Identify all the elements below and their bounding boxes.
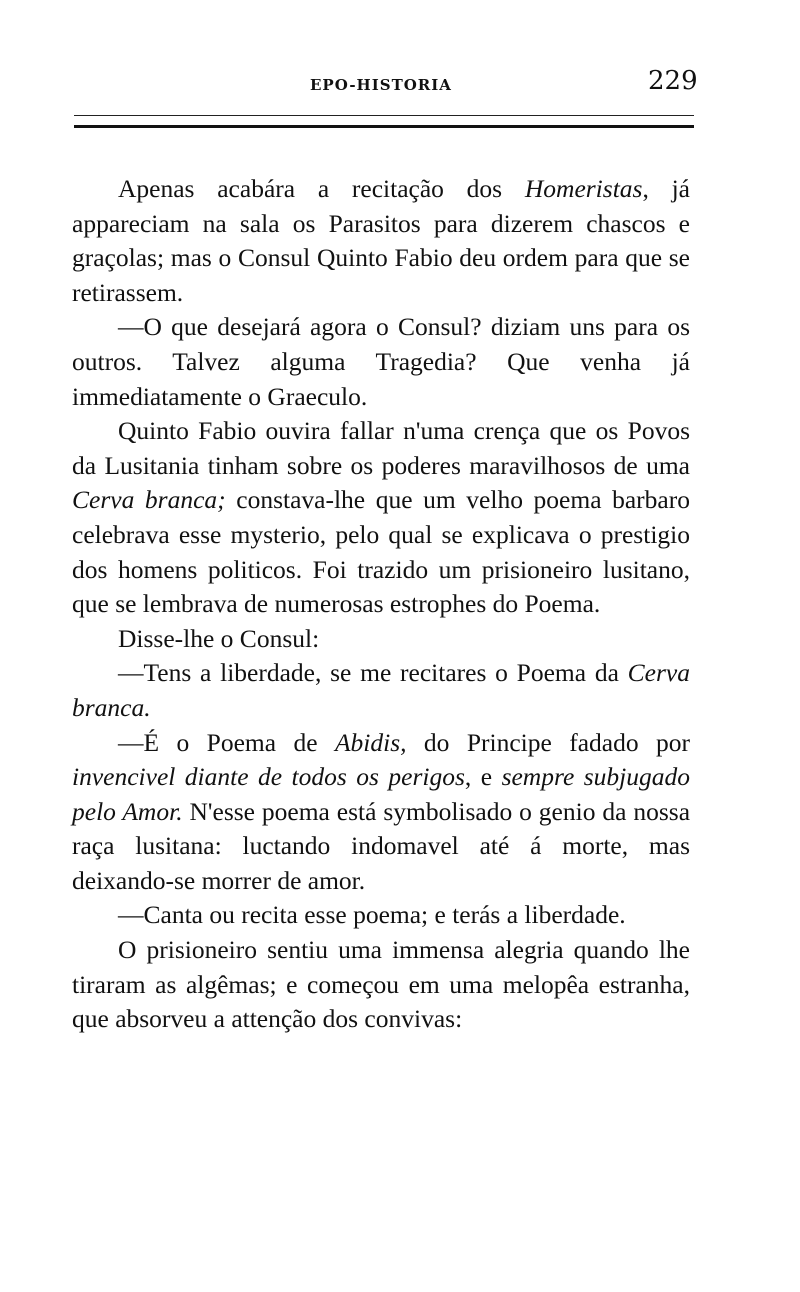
text-run: do Principe fadado por — [406, 727, 690, 757]
text-run: Apenas acabára a recitação dos — [118, 174, 525, 203]
paragraph — [72, 898, 690, 933]
text-run-italic: invencivel diante de todos os perigos — [72, 762, 465, 792]
text-run: , já appareciam na sala os Parasitos para dizerem chascos e graçolas; mas o Consul Quinto Fabio deu ordem para que se retirassem. — [72, 174, 690, 307]
paragraph — [72, 414, 690, 622]
paragraph — [72, 656, 690, 725]
text-run-italic: Homeristas — [524, 174, 643, 203]
paragraph — [72, 933, 690, 1037]
body-text — [72, 172, 690, 1037]
text-run: —Canta ou recita esse poema; e terás a liberdade. — [118, 900, 626, 930]
header-rule-thick — [74, 125, 694, 128]
running-title: EPO-HISTORIA — [310, 76, 452, 94]
text-run: N'esse poema está symbolisado o genio da nossa raça lusitana: luctando indomavel até á morte, mas deixando-se morrer de amor. — [72, 796, 691, 895]
header-rule-thin — [74, 115, 694, 116]
paragraph — [72, 172, 690, 310]
text-run: O prisioneiro sentiu uma immensa alegria quando lhe tiraram as algêmas; e começou em uma melopêa estranha, que absorveu a attenção dos convivas: — [72, 935, 690, 1034]
text-run: —O que desejará agora o Consul? diziam uns para os outros. Talvez alguma Tragedia? Que venha já immediatamente o Graeculo. — [72, 312, 690, 411]
text-run: constava-lhe que um velho poema barbaro celebrava esse mysterio, pelo qual se explicava o prestigio dos homens politicos. Foi trazido um prisioneiro lusitano, que se lembrava de numerosas estrophes do Poema. — [72, 485, 690, 619]
paragraph — [72, 622, 690, 657]
text-run-italic: Cerva branca. — [72, 658, 690, 722]
text-run: —Tens a liberdade, se me recitares o Poema da — [118, 658, 628, 688]
text-run-italic: Abidis, — [334, 727, 407, 757]
running-header — [0, 64, 800, 104]
text-run: , e — [464, 762, 502, 792]
text-run-italic: Cerva branca; — [72, 485, 226, 515]
text-run: —É o Poema de — [118, 727, 335, 757]
paragraph — [72, 726, 690, 899]
paragraph — [72, 310, 690, 414]
page-number: 229 — [648, 66, 698, 96]
text-run: Quinto Fabio ouvira fallar n'uma crença que os Povos da Lusitania tinham sobre os poderes maravilhosos de uma — [72, 416, 690, 480]
text-run: Disse-lhe o Consul: — [118, 623, 320, 653]
text-run-italic: sempre subjugado pelo Amor. — [72, 762, 690, 826]
